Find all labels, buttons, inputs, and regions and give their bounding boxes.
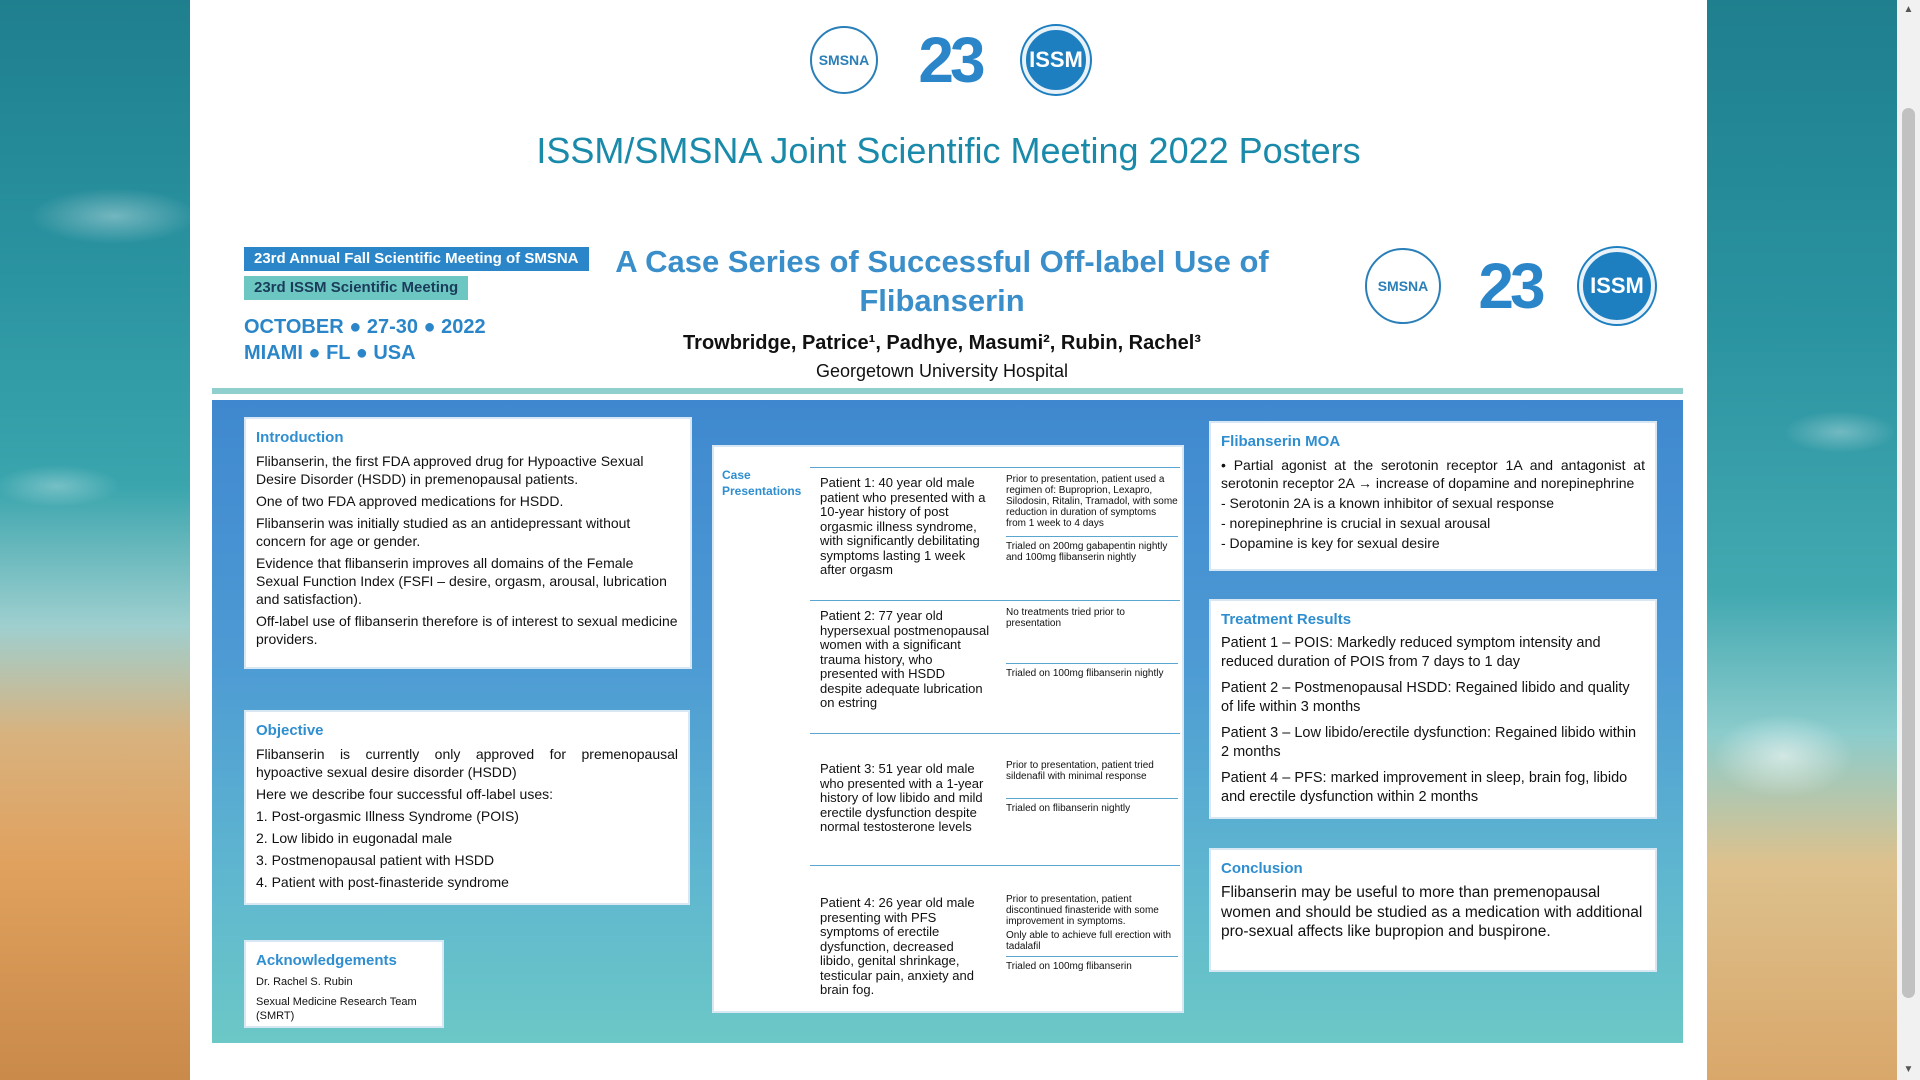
moa-line: • Partial agonist at the serotonin receptor 1A and antagonist at serotonin receptor 2A → increase of dopamine and norepinephrine (1221, 457, 1645, 491)
case-prior-treatment: Prior to presentation, patient used a regimen of: Buproprion, Lexapro, Silodosin, Ritalin, Tramadol, with some reduction in duration of symptoms from 1 week to 4 days (1006, 474, 1178, 529)
scrollbar-thumb[interactable] (1902, 108, 1915, 998)
page-title: ISSM/SMSNA Joint Scientific Meeting 2022 Posters (536, 130, 1361, 171)
case-prior-treatment: Prior to presentation, patient tried sildenafil with minimal response (1006, 760, 1154, 782)
acknowledgements-heading: Acknowledgements (256, 952, 397, 969)
result-line: Patient 2 – Postmenopausal HSDD: Regained libido and quality of life within 3 months (1221, 680, 1630, 715)
meeting-location: MIAMI ● FL ● USA (244, 342, 416, 364)
case-prior-treatment-note: Only able to achieve full erection with tadalafil (1006, 930, 1172, 952)
case-trial: Trialed on 100mg flibanserin (1006, 956, 1178, 972)
intro-paragraph: One of two FDA approved medications for HSDD. (256, 493, 564, 509)
smsna-logo: SMSNA (810, 26, 878, 94)
objective-card (244, 710, 690, 905)
issm-logo: ISSM (1022, 26, 1090, 94)
beach-background-left (0, 0, 190, 1080)
vertical-scrollbar[interactable] (1897, 0, 1920, 1080)
case-trial: Trialed on 200mg gabapentin nightly and 100mg flibanserin nightly (1006, 536, 1178, 563)
issm-logo: ISSM (1579, 248, 1655, 324)
result-line: Patient 3 – Low libido/erectile dysfunction: Regained libido within 2 months (1221, 725, 1637, 760)
objective-list-item: 2. Low libido in eugonadal male (256, 830, 453, 846)
case-description: Patient 1: 40 year old male patient who presented with a 10-year history of post orgasmic illness syndrome, with significantly debilitating symptoms lasting 1 week after orgasm (820, 475, 986, 577)
poster-authors: Trowbridge, Patrice¹, Padhye, Masumi², Rubin, Rachel³ (683, 332, 1201, 354)
treatment-results-card (1209, 599, 1657, 819)
meeting-dates: OCTOBER ● 27-30 ● 2022 (244, 316, 486, 338)
objective-list-item: 4. Patient with post-finasteride syndrome (256, 874, 509, 890)
poster-logos (1365, 246, 1655, 326)
poster[interactable] (212, 216, 1683, 1043)
conclusion-text: Flibanserin may be useful to more than premenopausal women and should be studied as a medication with additional pro-sexual affects like bupropion and buspirone. (1221, 884, 1643, 940)
introduction-card (244, 417, 692, 669)
intro-paragraph: Off-label use of flibanserin therefore is of interest to sexual medicine providers. (256, 613, 678, 647)
objective-paragraph: Flibanserin is currently only approved for premenopausal hypoactive sexual desire disorder (HSDD) (256, 746, 678, 780)
scroll-up-icon[interactable]: ▲ (1903, 4, 1914, 15)
moa-heading: Flibanserin MOA (1221, 433, 1341, 450)
meeting-badge-smsna: 23rd Annual Fall Scientific Meeting of SMSNA (244, 247, 589, 271)
intro-paragraph: Flibanserin, the first FDA approved drug for Hypoactive Sexual Desire Disorder (HSDD) in premenopausal patients. (256, 453, 644, 487)
acknowledgements-card (244, 940, 444, 1028)
result-line: Patient 4 – PFS: marked improvement in sleep, brain fog, libido and erectile dysfunction within 2 months (1221, 770, 1628, 805)
moa-card (1209, 421, 1657, 571)
case-row-1 (810, 467, 1180, 600)
case-trial: Trialed on flibanserin nightly (1006, 798, 1178, 814)
result-line: Patient 1 – POIS: Markedly reduced symptom intensity and reduced duration of POIS from 7 days to 1 day (1221, 635, 1601, 670)
acknowledgement-line: Dr. Rachel S. Rubin (256, 976, 353, 988)
twenty-three-logo: 23 (918, 24, 982, 96)
case-row-2 (810, 600, 1180, 733)
moa-line: - norepinephrine is crucial in sexual arousal (1221, 515, 1491, 531)
case-description: Patient 3: 51 year old male who presented with a 1-year history of low libido and mild erectile dysfunction despite normal testosterone levels (820, 761, 984, 834)
case-prior-treatment: Prior to presentation, patient discontinued finasteride with some improvement in symptoms. (1006, 894, 1159, 927)
case-prior-treatment: No treatments tried prior to presentation (1006, 607, 1125, 629)
case-description: Patient 4: 26 year old male presenting with PFS symptoms of erectile dysfunction, decreased libido, genital shrinkage, testicular pain, anxiety and brain fog. (820, 895, 975, 997)
case-presentations-card (712, 445, 1184, 1013)
case-presentations-label: Case Presentations (722, 468, 802, 498)
objective-list-item: 3. Postmenopausal patient with HSDD (256, 852, 495, 868)
poster-title: A Case Series of Successful Off-label Use of Flibanserin (615, 244, 1269, 318)
smsna-logo: SMSNA (1365, 248, 1441, 324)
beach-background-right (1707, 0, 1897, 1080)
twenty-three-logo: 23 (1478, 250, 1542, 322)
introduction-heading: Introduction (256, 429, 344, 446)
objective-paragraph: Here we describe four successful off-label uses: (256, 786, 553, 802)
case-description: Patient 2: 77 year old hypersexual postmenopausal women with a significant trauma history, who presented with HSDD despite adequate lubrication on estring (820, 608, 990, 710)
scroll-down-icon[interactable]: ▼ (1903, 1064, 1914, 1075)
poster-affiliation: Georgetown University Hospital (815, 361, 1069, 381)
conclusion-heading: Conclusion (1221, 860, 1303, 877)
results-heading: Treatment Results (1221, 611, 1352, 628)
case-row-4 (810, 865, 1180, 997)
intro-paragraph: Flibanserin was initially studied as an antidepressant without concern for age or gender. (256, 515, 631, 549)
poster-body (212, 400, 1683, 1043)
header-logos (810, 22, 1090, 98)
acknowledgement-line: Sexual Medicine Research Team (SMRT) (256, 996, 417, 1022)
moa-line: - Dopamine is key for sexual desire (1221, 535, 1440, 551)
case-row-3 (810, 733, 1180, 865)
objective-heading: Objective (256, 722, 324, 739)
moa-line: - Serotonin 2A is a known inhibitor of sexual response (1221, 495, 1555, 511)
case-trial: Trialed on 100mg flibanserin nightly (1006, 663, 1178, 679)
conclusion-card (1209, 848, 1657, 972)
intro-paragraph: Evidence that flibanserin improves all domains of the Female Sexual Function Index (FSFI – desire, orgasm, arousal, lubrication and satisfaction). (256, 555, 667, 607)
poster-header (212, 216, 1683, 394)
objective-list-item: 1. Post-orgasmic Illness Syndrome (POIS) (256, 808, 519, 824)
meeting-badge-issm: 23rd ISSM Scientific Meeting (244, 276, 468, 300)
